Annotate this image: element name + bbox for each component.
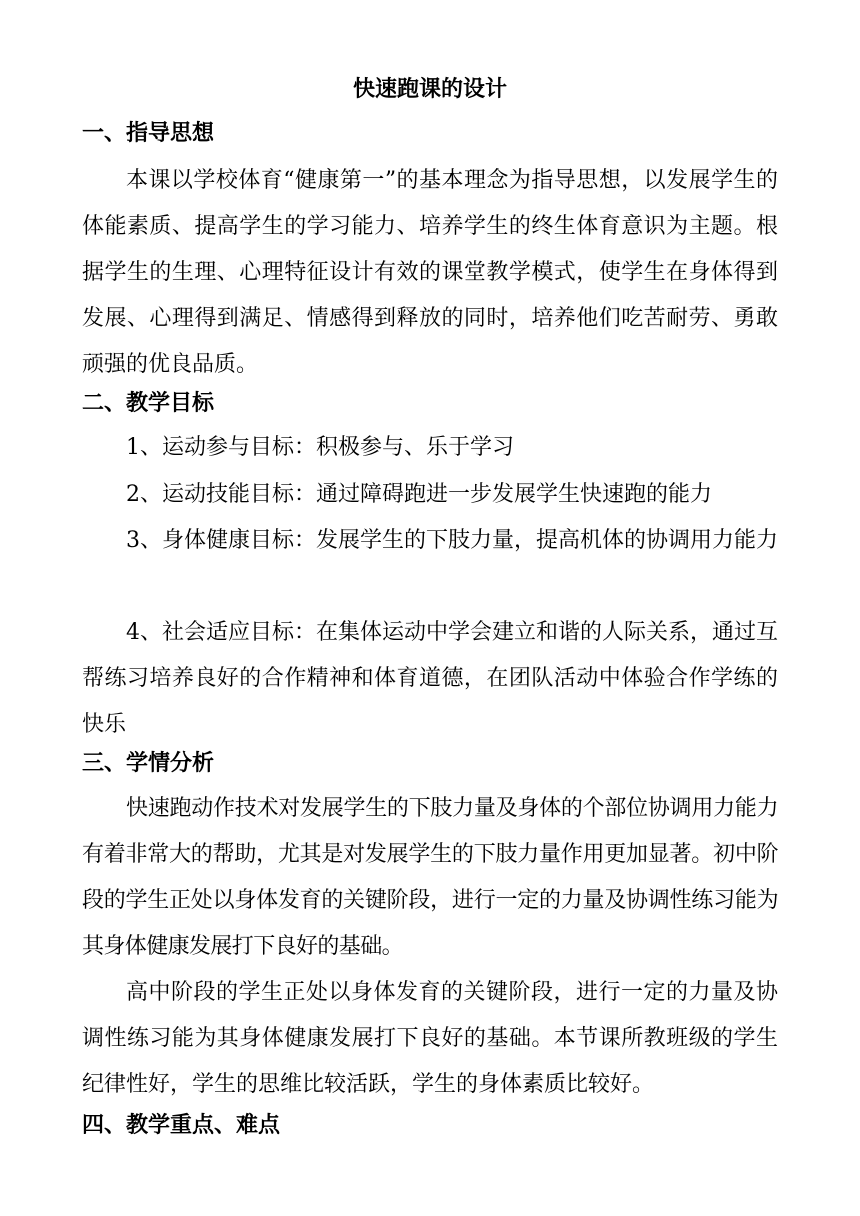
paragraph-learner-analysis-2: 高中阶段的学生正处以身体发育的关键阶段，进行一定的力量及协调性练习能为其身体健康发展打下良好的基础。本节课所教班级的学生纪律性好，学生的思维比较活跃，学生的身体素质比较好。: [82, 980, 778, 1097]
document-title: 快速跑课的设计: [352, 77, 507, 102]
goal-item-participation: 1、运动参与目标：积极参与、乐于学习: [126, 435, 514, 460]
goal-item-social: 4、社会适应目标：在集体运动中学会建立和谐的人际关系，通过互帮练习培养良好的合作精神和体育道德，在团队活动中体验合作学练的快乐: [82, 620, 778, 737]
section-heading-teaching-goals: 二、教学目标: [82, 391, 215, 416]
section-heading-key-points: 四、教学重点、难点: [82, 1113, 281, 1138]
paragraph-learner-analysis-1: 快速跑动作技术对发展学生的下肢力量及身体的个部位协调用力能力有着非常大的帮助，尤其是对发展学生的下肢力量作用更加显著。初中阶段的学生正处以身体发育的关键阶段，进行一定的力量及协调性练习能为其身体健康发展打下良好的基础。: [82, 796, 778, 959]
goal-item-health: 3、身体健康目标：发展学生的下肢力量，提高机体的协调用力能力: [126, 528, 778, 553]
goal-item-skill: 2、运动技能目标：通过障碍跑进一步发展学生快速跑的能力: [126, 482, 712, 507]
section-heading-learner-analysis: 三、学情分析: [82, 751, 215, 776]
section-heading-guiding-ideology: 一、指导思想: [82, 121, 215, 146]
paragraph-guiding-ideology: 本课以学校体育“健康第一”的基本理念为指导思想，以发展学生的体能素质、提高学生的学习能力、培养学生的终生体育意识为主题。根据学生的生理、心理特征设计有效的课堂教学模式，使学生在身体得到发展、心理得到满足、情感得到释放的同时，培养他们吃苦耐劳、勇敢顽强的优良品质。: [82, 168, 778, 377]
